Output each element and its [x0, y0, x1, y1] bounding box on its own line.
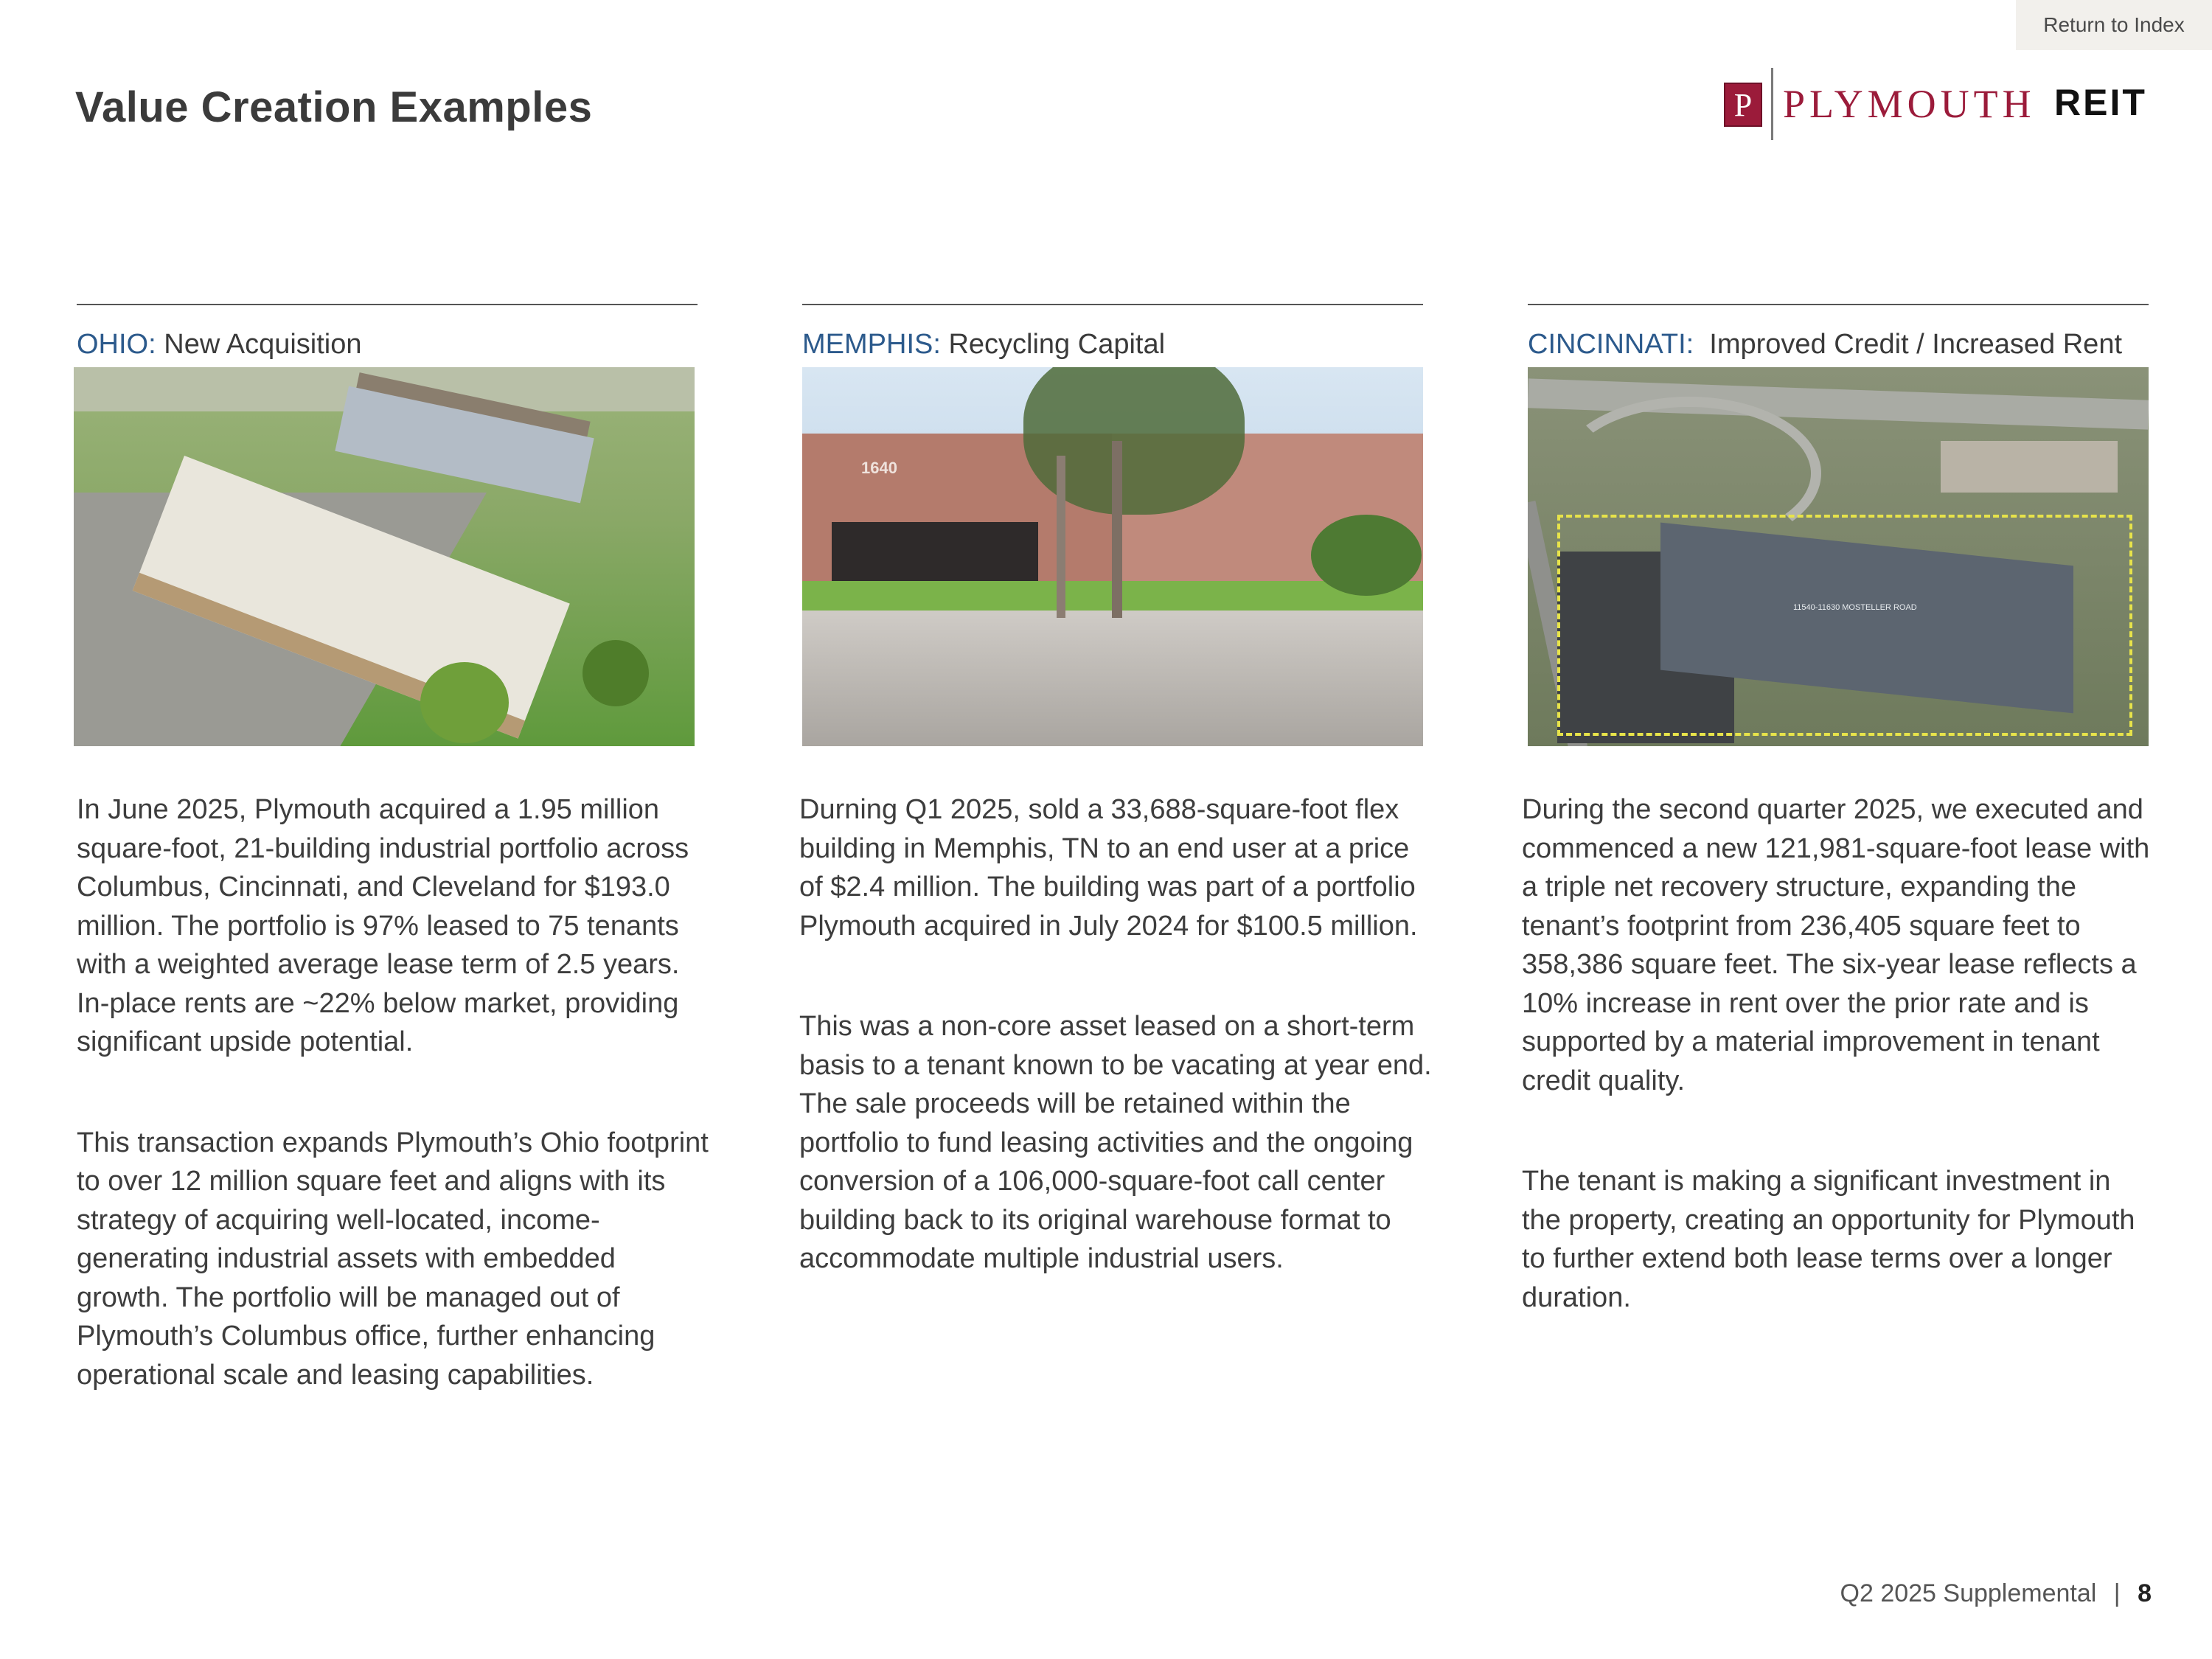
column-divider [1528, 304, 2149, 305]
column-body [77, 790, 711, 1456]
logo-suffix: REIT [2054, 82, 2147, 123]
body-paragraph: The tenant is making a significant investment in the property, creating an opportunity for Plymouth to further extend both lease terms over a longer duration. [1522, 1166, 2135, 1313]
column-location: CINCINNATI: [1528, 329, 1694, 360]
column-cincinnati [1522, 304, 2150, 1313]
column-divider [77, 304, 698, 305]
body-paragraph: This was a non-core asset leased on a short-term basis to a tenant known to be vacating at year end. The sale proceeds will be retained within the portfolio to fund leasing activities and the ongoing conversion of a 106,000-square-foot call center building back to its original warehouse format to accommodate multiple industrial users. [799, 1011, 1432, 1274]
column-subtitle: New Acquisition [156, 329, 362, 360]
page-footer [1840, 1579, 2152, 1608]
logo-name: PLYMOUTH [1783, 82, 2036, 126]
logo-divider [1771, 68, 1773, 140]
column-ohio [77, 304, 709, 1391]
body-paragraph: Durning Q1 2025, sold a 33,688-square-foot flex building in Memphis, TN to an end user at a price of $2.4 million. The building was part of a portfolio Plymouth acquired in July 2024 for $100.5 million. [799, 794, 1418, 942]
body-paragraph: This transaction expands Plymouth’s Ohio footprint to over 12 million square feet and aligns with its strategy of acquiring well-located, income-generating industrial assets with embedded growth. The portfolio will be managed out of Plymouth’s Columbus office, further enhancing operational scale and leasing capabilities. [77, 1127, 709, 1391]
column-location: MEMPHIS: [802, 329, 941, 360]
footer-separator: | [2113, 1579, 2121, 1607]
plymouth-reit-logo [1724, 68, 2154, 140]
column-heading [1528, 327, 2149, 361]
ohio-property-photo [74, 367, 695, 746]
column-heading [77, 327, 698, 361]
body-paragraph: In June 2025, Plymouth acquired a 1.95 million square-foot, 21-building industrial portfolio across Columbus, Cincinnati, and Cleveland for $193.0 million. The portfolio is 97% leased to 75 tenants with a weighted average lease term of 2.5 years. In-place rents are ~22% below market, providing significant upside potential. [77, 794, 689, 1057]
column-subtitle: Recycling Capital [940, 329, 1166, 360]
column-body [1522, 790, 2156, 1379]
page-title: Value Creation Examples [75, 83, 593, 131]
cincinnati-aerial-photo [1528, 367, 2149, 746]
column-body [799, 790, 1433, 1340]
footer-label: Q2 2025 Supplemental [1840, 1579, 2097, 1607]
column-location: OHIO: [77, 329, 156, 360]
return-to-index-button[interactable]: Return to Index [2016, 0, 2212, 50]
property-boundary [1557, 515, 2132, 736]
body-paragraph: During the second quarter 2025, we executed and commenced a new 121,981-square-foot lease with a triple net recovery structure, expanding the tenant’s footprint from 236,405 square feet to 358,386 square feet. The six-year lease reflects a 10% increase in rent over the prior rate and is supported by a material improvement in tenant credit quality. [1522, 794, 2150, 1096]
column-memphis [799, 304, 1432, 1274]
logo-mark: P [1724, 83, 1762, 127]
page-number: 8 [2138, 1579, 2152, 1607]
address-label: 11540-11630 MOSTELLER ROAD [1793, 603, 1917, 612]
column-divider [802, 304, 1423, 305]
column-heading [802, 327, 1423, 361]
column-subtitle: Improved Credit / Increased Rent [1694, 329, 2123, 360]
building-number: 1640 [861, 459, 897, 477]
memphis-property-photo [802, 367, 1423, 746]
